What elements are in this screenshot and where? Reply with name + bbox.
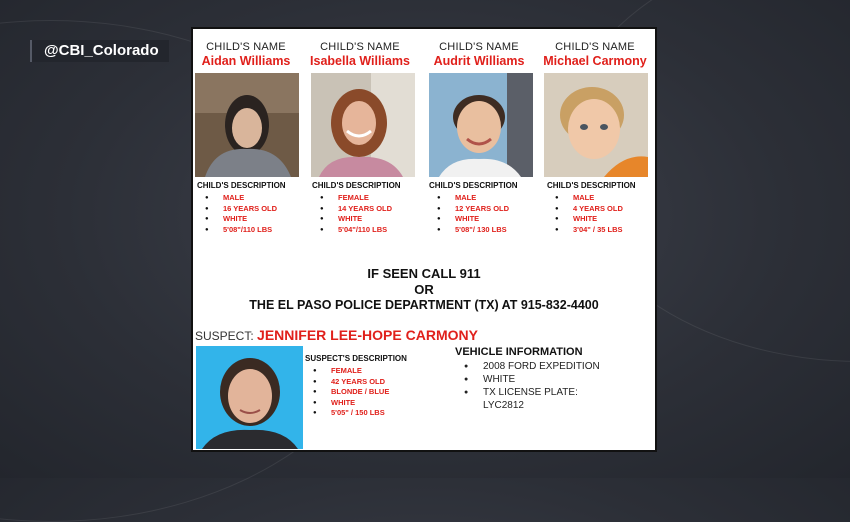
detail-item: ● MALE [197, 193, 313, 204]
child-name-label: CHILD'S NAME [439, 41, 519, 53]
child-name: Audrit Williams [433, 54, 525, 68]
detail-item: ● WHITE [305, 398, 435, 409]
child-description-audrit [429, 181, 545, 235]
detail-item: ● BLONDE / BLUE [305, 387, 435, 398]
child-description-aidan [197, 181, 313, 235]
child-name-label: CHILD'S NAME [555, 41, 635, 53]
child-card-isabella [304, 41, 416, 68]
vehicle-title: VEHICLE INFORMATION [455, 346, 583, 358]
description-title: CHILD'S DESCRIPTION [547, 181, 636, 190]
child-photo-aidan [195, 73, 299, 177]
detail-item: ● 12 YEARS OLD [429, 204, 545, 215]
detail-item: ● MALE [547, 193, 663, 204]
vehicle-information [455, 346, 655, 412]
description-title: SUSPECT'S DESCRIPTION [305, 354, 407, 363]
child-photo-isabella [311, 73, 415, 177]
source-handle-label: @CBI_Colorado [30, 40, 169, 62]
detail-item: ● 5'08"/ 130 LBS [429, 225, 545, 236]
detail-item: ● WHITE [197, 214, 313, 225]
missing-children-poster [191, 27, 657, 452]
child-name: Aidan Williams [201, 54, 291, 68]
license-plate: LYC2812 [483, 400, 524, 411]
detail-item: ● FEMALE [312, 193, 428, 204]
vehicle-item: ● 2008 FORD EXPEDITION [455, 360, 655, 373]
child-name-label: CHILD'S NAME [320, 41, 400, 53]
suspect-name: JENNIFER LEE-HOPE CARMONY [257, 327, 478, 343]
description-title: CHILD'S DESCRIPTION [312, 181, 401, 190]
detail-item: ● WHITE [312, 214, 428, 225]
suspect-photo [196, 346, 303, 449]
suspect-description [305, 354, 435, 419]
suspect-label: SUSPECT: [195, 329, 254, 343]
description-title: CHILD'S DESCRIPTION [197, 181, 286, 190]
child-photo-audrit [429, 73, 533, 177]
child-name: Isabella Williams [310, 54, 410, 68]
police-phone-line: THE EL PASO POLICE DEPARTMENT (TX) AT 915-832-4400 [249, 298, 599, 312]
suspect-heading [195, 327, 478, 343]
detail-item: ● 42 YEARS OLD [305, 377, 435, 388]
detail-item: ● 4 YEARS OLD [547, 204, 663, 215]
child-card-aidan [190, 41, 302, 68]
detail-item: ● 14 YEARS OLD [312, 204, 428, 215]
detail-item: ● MALE [429, 193, 545, 204]
child-name: Michael Carmony [543, 54, 647, 68]
call-or-line: OR [414, 282, 434, 297]
child-description-michael [547, 181, 663, 235]
detail-item: ● 16 YEARS OLD [197, 204, 313, 215]
child-card-michael [539, 41, 651, 68]
detail-item: ● WHITE [547, 214, 663, 225]
child-name-label: CHILD'S NAME [206, 41, 286, 53]
vehicle-item: ● WHITE [455, 373, 655, 386]
detail-item: ● 5'04"/110 LBS [312, 225, 428, 236]
call-911-line: IF SEEN CALL 911 [367, 266, 481, 281]
detail-item: ● WHITE [429, 214, 545, 225]
child-photo-michael [544, 73, 648, 177]
vehicle-item: ● TX LICENSE PLATE: [455, 386, 655, 399]
detail-item: ● 3'04" / 35 LBS [547, 225, 663, 236]
detail-item: ● FEMALE [305, 366, 435, 377]
child-card-audrit [423, 41, 535, 68]
detail-item: ● 5'08"/110 LBS [197, 225, 313, 236]
description-title: CHILD'S DESCRIPTION [429, 181, 518, 190]
detail-item: ● 5'05" / 150 LBS [305, 408, 435, 419]
child-description-isabella [312, 181, 428, 235]
